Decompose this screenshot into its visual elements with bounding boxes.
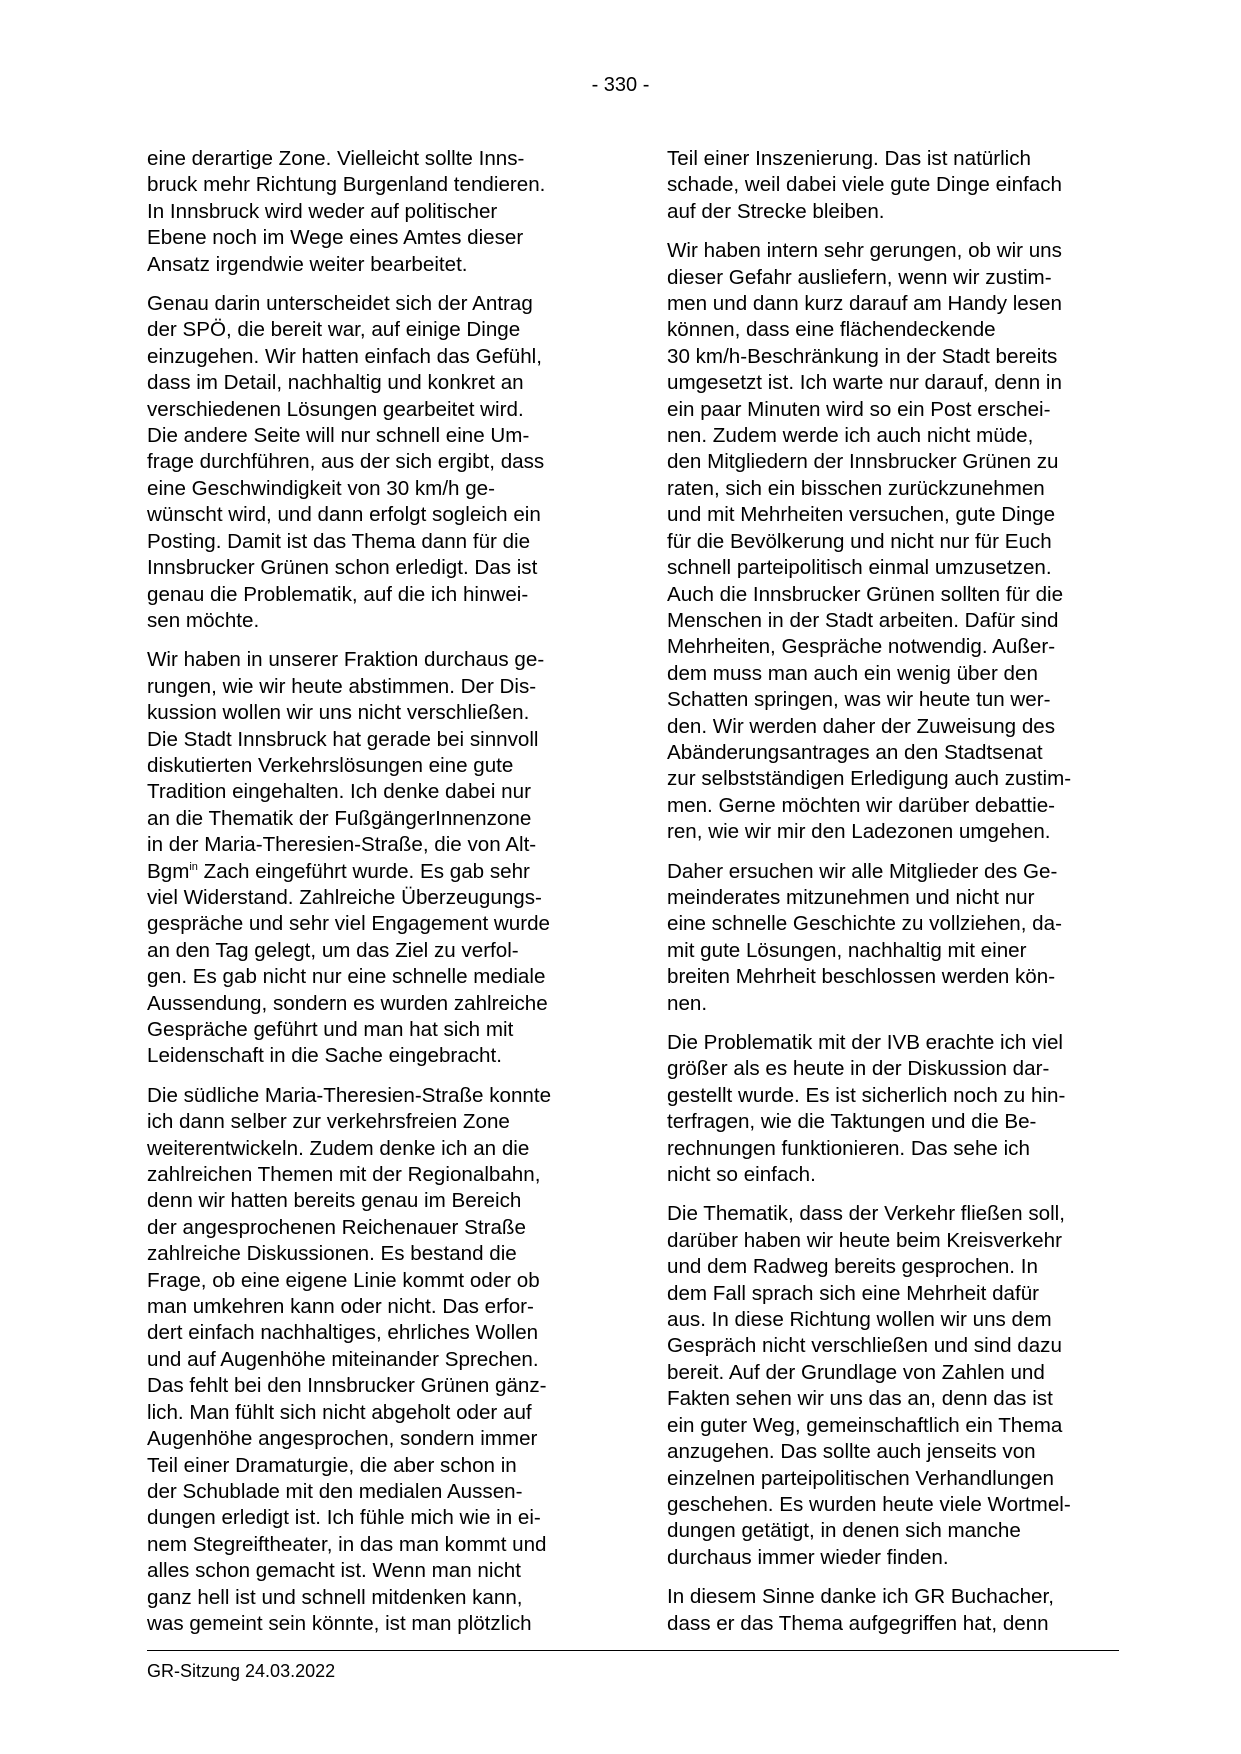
bgm-superscript: in: [189, 860, 198, 873]
footer-divider: [147, 1650, 1119, 1651]
paragraph: Teil einer Inszenierung. Das ist natürlich schade, weil dabei viele gute Dinge einfach auf der Strecke bleiben.: [667, 147, 1062, 223]
left-column: [147, 146, 599, 1650]
page-number: - 330 -: [591, 74, 650, 96]
footer-text: GR-Sitzung 24.03.2022: [147, 1661, 336, 1681]
paragraph: Wir haben intern sehr gerungen, ob wir uns dieser Gefahr ausliefern, wenn wir zustim- men und dann kurz darauf am Handy lesen können, dass eine flächendeckende 30 km/h-Beschränkung in der Stadt bereits umgesetzt ist. Ich warte nur darauf, denn in ein paar Minuten wird so ein Post erschei- nen. Zudem werde ich auch nicht müde, den Mitgliedern der Innsbrucker Grünen zu raten, sich ein bisschen zurückzunehmen und mit Mehrheiten versuchen, gute Dinge für die Bevölkerung und nicht nur für Euch schnell parteipolitisch einmal umzusetzen. Auch die Innsbrucker Grünen sollten für die Menschen in der Stadt arbeiten. Dafür sind Mehrheiten, Gespräche notwendig. Außer- dem muss man auch ein wenig über den Schatten springen, was wir heute tun wer- den. Wir werden daher der Zuweisung des Abänderungsantrages an den Stadtsenat zur selbstständigen Erledigung auch zustim- men. Gerne möchten wir darüber debattie- ren, wie wir mir den Ladezonen umgehen.: [667, 239, 1072, 844]
paragraph-continued: Zach eingeführt wurde. Es gab sehr viel Widerstand. Zahlreiche Überzeugungs- gespräche und sehr viel Engagement wurde an den Tag gelegt, um das Ziel zu verfol- gen. Es gab nicht nur eine schnelle mediale Aussendung, sondern es wurden zahlreiche Gespräche geführt und man hat sich mit Leidenschaft in die Sache eingebracht.: [147, 859, 550, 1068]
paragraph: eine derartige Zone. Vielleicht sollte Inns- bruck mehr Richtung Burgenland tendieren. In Innsbruck wird weder auf politischer Ebene noch im Wege eines Amtes dieser Ansatz irgendwie weiter bearbeitet.: [147, 147, 546, 276]
paragraph: [147, 859, 599, 1070]
paragraph: In diesem Sinne danke ich GR Buchacher, dass er das Thema aufgegriffen hat, denn: [667, 1585, 1054, 1635]
paragraph: Die südliche Maria-Theresien-Straße konnte ich dann selber zur verkehrsfreien Zone weiterentwickeln. Zudem denke ich an die zahlreichen Themen mit der Regionalbahn, denn wir hatten bereits genau im Bereich der angesprochenen Reichenauer Straße zahlreiche Diskussionen. Es bestand die Frage, ob eine eigene Linie kommt oder ob man umkehren kann oder nicht. Das erfor- dert einfach nachhaltiges, ehrliches Wollen und auf Augenhöhe miteinander Sprechen. Das fehlt bei den Innsbrucker Grünen gänz- lich. Man fühlt sich nicht abgeholt oder auf Augenhöhe angesprochen, sondern immer Teil einer Dramaturgie, die aber schon in der Schublade mit den medialen Aussen- dungen erledigt ist. Ich fühle mich wie in ei- nem Stegreiftheater, in das man kommt und alles schon gemacht ist. Wenn man nicht ganz hell ist und schnell mitdenken kann, was gemeint sein könnte, ist man plötzlich: [147, 1083, 552, 1635]
paragraph: Genau darin unterscheidet sich der Antrag der SPÖ, die bereit war, auf einige Dinge einzugehen. Wir hatten einfach das Gefühl, dass im Detail, nachhaltig und konkret an verschiedenen Lösungen gearbeitet wird. Die andere Seite will nur schnell eine Um- frage durchführen, aus der sich ergibt, dass eine Geschwindigkeit von 30 km/h ge- wünscht wird, und dann erfolgt sogleich ein Posting. Damit ist das Thema dann für die Innsbrucker Grünen schon erledigt. Das ist genau die Problematik, auf die ich hinwei- sen möchte.: [147, 292, 545, 632]
paragraph: Die Problematik mit der IVB erachte ich viel größer als es heute in der Diskussion dar- gestellt wurde. Es ist sicherlich noch zu hin- terfragen, wie die Taktungen und die Be- rechnungen funktionieren. Das sehe ich nicht so einfach.: [667, 1031, 1066, 1187]
paragraph: Daher ersuchen wir alle Mitglieder des Ge- meinderates mitzunehmen und nicht nur eine schnelle Geschichte zu vollziehen, da- mit gute Lösungen, nachhaltig mit einer breiten Mehrheit beschlossen werden kön- nen.: [667, 859, 1062, 1015]
paragraph: Wir haben in unserer Fraktion durchaus ge- rungen, wie wir heute abstimmen. Der Dis- kussion wollen wir uns nicht verschließen. Die Stadt Innsbruck hat gerade bei sinnvoll diskutierten Verkehrslösungen eine gute Tradition eingehalten. Ich denke dabei nur an die Thematik der FußgängerInnenzone in der Maria-Theresien-Straße, die von Alt-: [147, 648, 545, 857]
right-column: [667, 146, 1119, 1650]
paragraph: Die Thematik, dass der Verkehr fließen soll, darüber haben wir heute beim Kreisverkehr und dem Radweg bereits gesprochen. In dem Fall sprach sich eine Mehrheit dafür aus. In diese Richtung wollen wir uns dem Gespräch nicht verschließen und sind dazu bereit. Auf der Grundlage von Zahlen und Fakten sehen wir uns das an, denn das ist ein guter Weg, gemeinschaftlich ein Thema anzugehen. Das sollte auch jenseits von einzelnen parteipolitischen Verhandlungen geschehen. Es wurden heute viele Wortmel- dungen getätigt, in denen sich manche durchaus immer wieder finden.: [667, 1202, 1071, 1569]
bgm-abbrev: Bgm: [147, 859, 190, 883]
